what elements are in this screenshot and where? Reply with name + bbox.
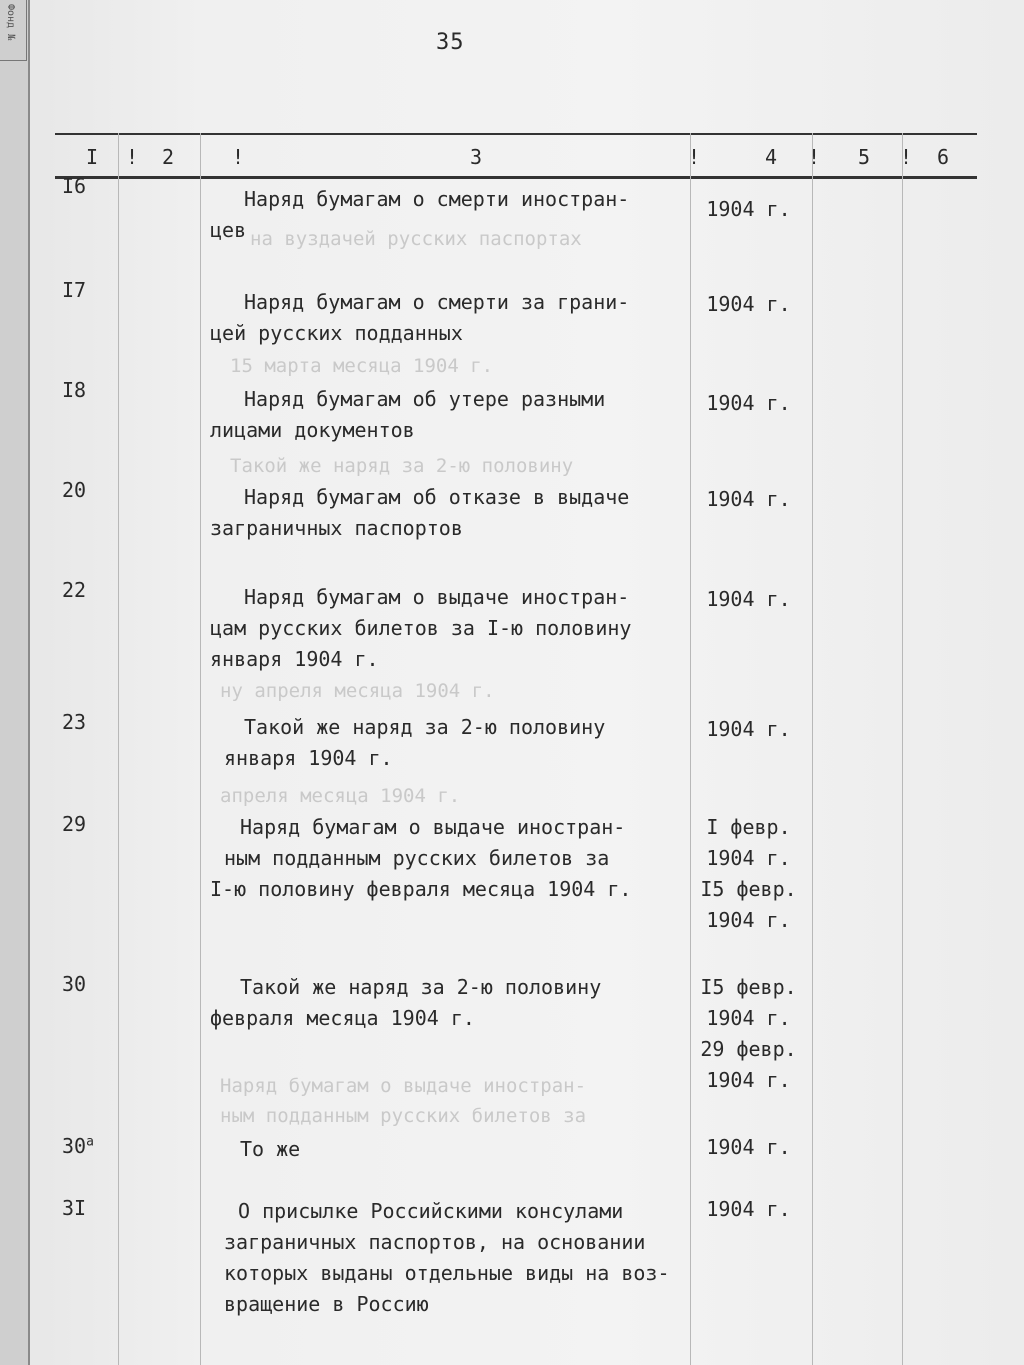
- header-col-6: 6: [937, 145, 950, 169]
- row-date: [686, 972, 811, 1096]
- title-line: заграничных паспортов, на основании: [224, 1230, 646, 1254]
- header-col-1: I: [86, 145, 99, 169]
- row-date: [686, 584, 811, 615]
- column-divider-2: [200, 133, 201, 1365]
- title-line: Наряд бумагам о выдаче иностран-: [244, 585, 630, 609]
- row-number: 23: [62, 710, 87, 734]
- header-bottom-rule: [55, 176, 977, 179]
- row-number: 30: [62, 972, 87, 996]
- title-line: заграничных паспортов: [210, 516, 463, 540]
- title-line: Такой же наряд за 2-ю половину: [240, 975, 602, 999]
- row-title: [210, 1134, 690, 1165]
- row-title: [210, 582, 690, 675]
- header-col-5: 5: [858, 145, 871, 169]
- date-line: I февр.: [706, 815, 791, 839]
- row-title: [210, 812, 690, 905]
- bleed-through-5: апреля месяца 1904 г.: [220, 785, 461, 807]
- row-title: [210, 287, 690, 349]
- date-line: 1904 г.: [706, 1068, 791, 1092]
- column-divider-1: [118, 133, 119, 1365]
- date-line: I5 февр.: [700, 877, 797, 901]
- date-line: 1904 г.: [706, 846, 791, 870]
- title-line: То же: [240, 1137, 301, 1161]
- row-title: [210, 1196, 690, 1320]
- date-line: 1904 г.: [706, 908, 791, 932]
- date-line: 29 февр.: [700, 1037, 797, 1061]
- row-title: [210, 384, 690, 446]
- title-line: ным подданным русских билетов за: [224, 846, 610, 870]
- date-line: I5 февр.: [700, 975, 797, 999]
- row-date: [686, 714, 811, 745]
- row-date: [686, 388, 811, 419]
- title-line: Наряд бумагам об отказе в выдаче: [244, 485, 630, 509]
- bleed-through-4: ну апреля месяца 1904 г.: [220, 680, 495, 702]
- row-number: I8: [62, 378, 87, 402]
- date-line: 1904 г.: [706, 292, 791, 316]
- row-title: [210, 184, 690, 246]
- row-number: I6: [62, 174, 87, 198]
- row-date: [686, 1132, 811, 1163]
- row-number: 20: [62, 478, 87, 502]
- date-line: 1904 г.: [706, 1006, 791, 1030]
- header-sep-5: !: [900, 145, 913, 169]
- row-title: [210, 972, 690, 1034]
- header-sep-4: !: [808, 145, 821, 169]
- bleed-through-7: ным подданным русских билетов за: [220, 1105, 587, 1127]
- title-line: которых выданы отдельные виды на воз-: [224, 1261, 670, 1285]
- bleed-through-1: на вуздачей русских паспортах: [250, 228, 582, 250]
- date-line: 1904 г.: [706, 391, 791, 415]
- row-date: [686, 812, 811, 936]
- header-col-2: 2: [162, 145, 175, 169]
- bleed-through-6: Наряд бумагам о выдаче иностран-: [220, 1075, 587, 1097]
- date-line: 1904 г.: [706, 717, 791, 741]
- page-number: 35: [436, 30, 465, 55]
- date-line: 1904 г.: [706, 1135, 791, 1159]
- title-line: цей русских подданных: [210, 321, 463, 345]
- date-line: 1904 г.: [706, 587, 791, 611]
- row-number-sup: а: [86, 1134, 94, 1150]
- date-line: 1904 г.: [706, 197, 791, 221]
- row-date: [686, 484, 811, 515]
- row-title: [210, 712, 690, 774]
- column-divider-4: [812, 133, 813, 1365]
- row-number: 22: [62, 578, 87, 602]
- binding-label: Фонд №: [5, 4, 16, 41]
- title-line: О присылке Российскими консулами: [238, 1199, 624, 1223]
- row-title: [210, 482, 690, 544]
- row-date: [686, 1194, 811, 1225]
- row-number: 3I: [62, 1196, 87, 1220]
- bleed-through-2: 15 марта месяца 1904 г.: [230, 355, 494, 377]
- title-line: цам русских билетов за I-ю половину: [210, 616, 632, 640]
- title-line: лицами документов: [210, 418, 415, 442]
- bleed-through-3: Такой же наряд за 2-ю половину: [230, 455, 574, 477]
- title-line: Наряд бумагам об утере разными: [244, 387, 606, 411]
- title-line: января 1904 г.: [224, 746, 393, 770]
- header-sep-2: !: [232, 145, 245, 169]
- date-line: 1904 г.: [706, 1197, 791, 1221]
- row-number: 29: [62, 812, 87, 836]
- title-line: цев: [210, 218, 247, 242]
- row-date: [686, 194, 811, 225]
- title-line: Наряд бумагам о смерти иностран-: [244, 187, 630, 211]
- row-date: [686, 289, 811, 320]
- row-number: [62, 1134, 117, 1158]
- row-number: I7: [62, 278, 87, 302]
- header-col-3: 3: [470, 145, 483, 169]
- header-sep-3: !: [688, 145, 701, 169]
- header-top-rule: [55, 133, 977, 135]
- title-line: Наряд бумагам о выдаче иностран-: [240, 815, 626, 839]
- title-line: I-ю половину февраля месяца 1904 г.: [210, 877, 632, 901]
- title-line: Наряд бумагам о смерти за грани-: [244, 290, 630, 314]
- date-line: 1904 г.: [706, 487, 791, 511]
- title-line: января 1904 г.: [210, 647, 379, 671]
- title-line: вращение в Россию: [224, 1292, 429, 1316]
- header-col-4: 4: [765, 145, 778, 169]
- title-line: Такой же наряд за 2-ю половину: [244, 715, 606, 739]
- title-line: февраля месяца 1904 г.: [210, 1006, 475, 1030]
- row-number-main: 30: [62, 1134, 87, 1158]
- column-divider-5: [902, 133, 903, 1365]
- header-sep-1: !: [126, 145, 139, 169]
- page-binding: [0, 0, 30, 1365]
